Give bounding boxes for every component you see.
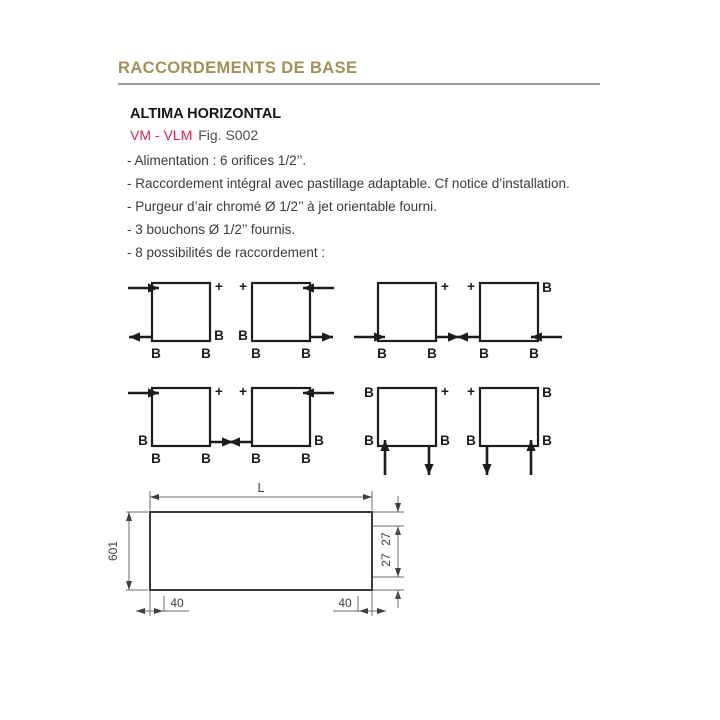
radiator-square	[480, 283, 538, 341]
top-offset-label: 27	[379, 532, 393, 546]
flow-arrow-head	[457, 332, 468, 341]
connection-diagram-6	[229, 384, 334, 466]
radiator-square	[152, 388, 210, 446]
tapping-label-top-right: B	[542, 385, 552, 400]
flow-arrow-head	[229, 437, 240, 446]
left-offset-label: 40	[170, 596, 184, 610]
connection-diagram-5	[128, 384, 233, 466]
tapping-label-top-left: B	[364, 385, 374, 400]
tapping-label-side-left: B	[138, 433, 148, 448]
radiator-square	[378, 283, 436, 341]
tapping-label-below-right: B	[427, 346, 437, 361]
arrowhead	[126, 512, 132, 521]
connection-diagram-8	[466, 384, 552, 475]
arrowhead	[126, 581, 132, 590]
connection-diagram-2	[238, 279, 334, 361]
tapping-label-side-left: B	[238, 328, 248, 343]
connection-diagram-1	[128, 279, 224, 361]
arrowhead	[377, 608, 386, 614]
arrowhead	[395, 568, 401, 577]
radiator-square	[152, 283, 210, 341]
arrowhead	[136, 608, 145, 614]
arrowhead	[395, 503, 401, 512]
flow-arrow-head	[424, 464, 433, 475]
arrowhead	[359, 608, 368, 614]
model-code: VM - VLM	[130, 127, 193, 143]
arrowhead	[363, 494, 372, 500]
plus-mark: +	[467, 384, 475, 399]
length-label: L	[257, 481, 265, 495]
tapping-label-below-left: B	[479, 346, 489, 361]
dimension-drawing	[106, 481, 404, 616]
tapping-label-below-right: B	[201, 451, 211, 466]
plus-mark: +	[441, 384, 449, 399]
flow-arrow-head	[322, 332, 333, 341]
feature-item: - Raccordement intégral avec pastillage adaptable. Cf notice d’installation.	[127, 176, 570, 191]
right-offset-label: 40	[338, 596, 352, 610]
tapping-label-side-right: B	[440, 433, 450, 448]
radiator-square	[252, 388, 310, 446]
plus-mark: +	[467, 279, 475, 294]
tapping-label-side-right: B	[542, 433, 552, 448]
tapping-label-below-right: B	[301, 451, 311, 466]
flow-arrow-head	[303, 388, 314, 397]
tapping-label-side-left: B	[364, 433, 374, 448]
tapping-label-side-right: B	[314, 433, 324, 448]
plus-mark: +	[215, 384, 223, 399]
flow-arrow-head	[303, 283, 314, 292]
tapping-label-side-right: B	[214, 328, 224, 343]
radiator-square	[480, 388, 538, 446]
feature-item: - Alimentation : 6 orifices 1/2’’.	[127, 153, 307, 168]
bottom-offset-label: 27	[379, 553, 393, 567]
flow-arrow-head	[482, 464, 491, 475]
plus-mark: +	[215, 279, 223, 294]
height-label: 601	[106, 540, 120, 562]
radiator-square	[252, 283, 310, 341]
flow-arrow-head	[129, 332, 140, 341]
tapping-label-top-right: B	[542, 280, 552, 295]
figure-reference: Fig. S002	[198, 127, 259, 143]
tapping-label-side-left: B	[466, 433, 476, 448]
tapping-label-below-left: B	[151, 346, 161, 361]
connection-diagram-7	[364, 384, 450, 475]
feature-item: - 8 possibilités de raccordement :	[127, 245, 326, 260]
tapping-label-below-left: B	[377, 346, 387, 361]
flow-arrow-head	[148, 283, 159, 292]
radiator-outline	[150, 512, 372, 590]
connection-diagram-3	[354, 279, 459, 361]
arrowhead	[150, 494, 159, 500]
plus-mark: +	[441, 279, 449, 294]
feature-item: - Purgeur d’air chromé Ø 1/2’’ à jet orientable fourni.	[127, 199, 437, 214]
plus-mark: +	[239, 279, 247, 294]
radiator-square	[378, 388, 436, 446]
connection-diagram-4	[457, 279, 562, 361]
tapping-label-below-right: B	[201, 346, 211, 361]
feature-item: - 3 bouchons Ø 1/2’’ fournis.	[127, 222, 296, 237]
tapping-label-below-right: B	[529, 346, 539, 361]
section-title: RACCORDEMENTS DE BASE	[118, 59, 358, 77]
tapping-label-below-left: B	[251, 451, 261, 466]
product-title: ALTIMA HORIZONTAL	[130, 106, 282, 122]
tapping-label-below-right: B	[301, 346, 311, 361]
plus-mark: +	[239, 384, 247, 399]
tapping-label-below-left: B	[151, 451, 161, 466]
flow-arrow-head	[148, 388, 159, 397]
tapping-label-below-left: B	[251, 346, 261, 361]
arrowhead	[154, 608, 163, 614]
